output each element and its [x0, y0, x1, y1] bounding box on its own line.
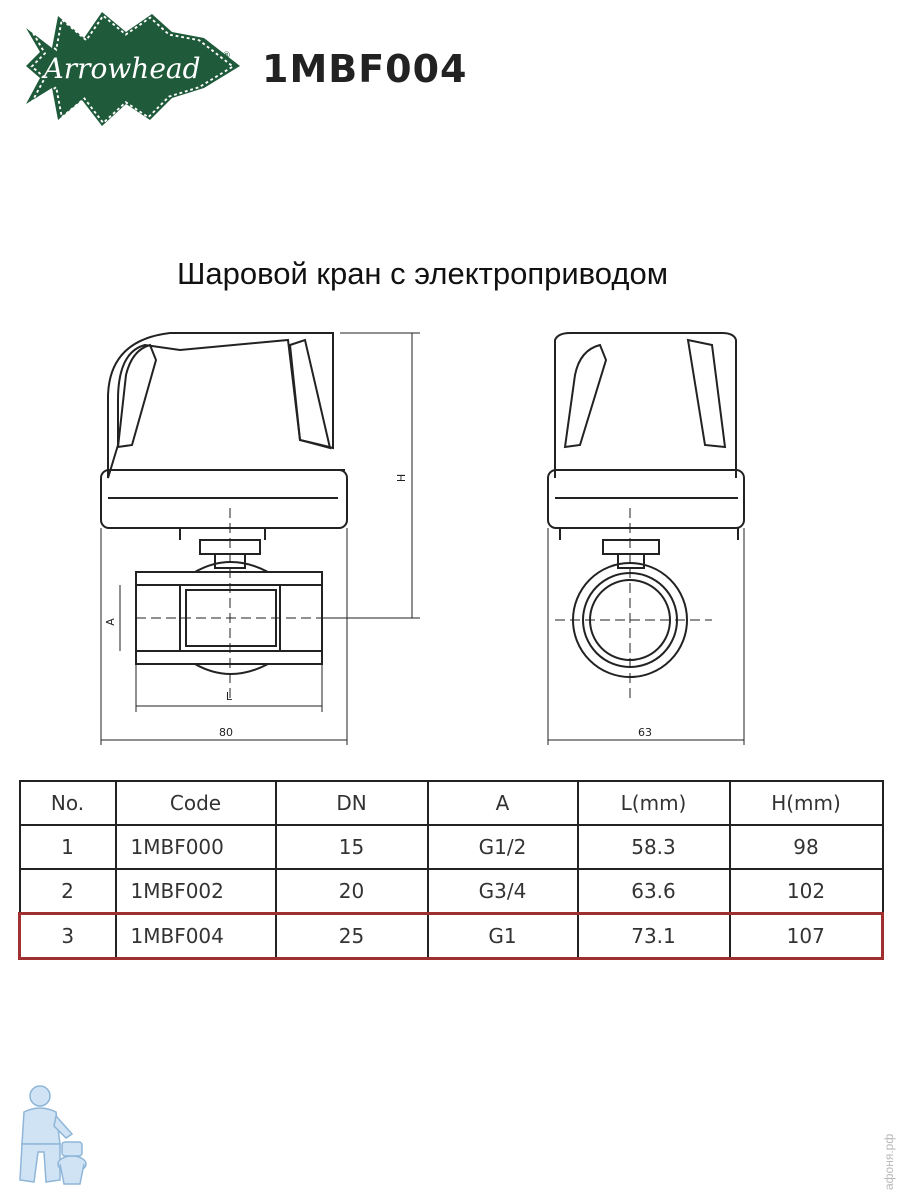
cell-no: 1: [20, 825, 116, 869]
cell-code: 1MBF000: [116, 825, 276, 869]
col-header-a: A: [428, 781, 578, 825]
cell-h: 98: [730, 825, 883, 869]
document-title: Шаровой кран с электроприводом: [176, 256, 669, 291]
plumber-mascot-icon: [10, 1082, 90, 1190]
dim-label-a: A: [104, 618, 117, 626]
cell-l: 63.6: [578, 869, 730, 914]
cell-dn: 20: [276, 869, 428, 914]
registered-mark: ®: [222, 51, 231, 61]
watermark: афоня.рф: [882, 1133, 896, 1190]
dim-label-l: L: [225, 690, 233, 703]
cell-h: 107: [730, 914, 883, 959]
table-header-row: [20, 781, 883, 825]
cell-dn: 25: [276, 914, 428, 959]
dim-label-h: H: [395, 473, 408, 483]
table-row: [20, 825, 883, 869]
cell-a: G1/2: [428, 825, 578, 869]
table-row: [20, 869, 883, 914]
cell-code: 1MBF002: [116, 869, 276, 914]
dim-label-63: 63: [638, 726, 652, 739]
cell-l: 73.1: [578, 914, 730, 959]
logo-text: Arrowhead: [43, 52, 201, 85]
col-header-h: H(mm): [730, 781, 883, 825]
col-header-code: Code: [116, 781, 276, 825]
col-header-no: No.: [20, 781, 116, 825]
cell-code: 1MBF004: [116, 914, 276, 959]
technical-drawing: [0, 300, 900, 760]
col-header-dn: DN: [276, 781, 428, 825]
cell-h: 102: [730, 869, 883, 914]
cell-dn: 15: [276, 825, 428, 869]
table-row-highlighted: [20, 914, 883, 959]
cell-l: 58.3: [578, 825, 730, 869]
dim-label-80: 80: [219, 726, 233, 739]
col-header-l: L(mm): [578, 781, 730, 825]
cell-a: G1: [428, 914, 578, 959]
cell-no: 2: [20, 869, 116, 914]
product-code: 1MBF004: [262, 47, 468, 91]
cell-no: 3: [20, 914, 116, 959]
cell-a: G3/4: [428, 869, 578, 914]
arrowhead-logo-icon: [22, 8, 242, 128]
spec-table: [18, 780, 884, 960]
